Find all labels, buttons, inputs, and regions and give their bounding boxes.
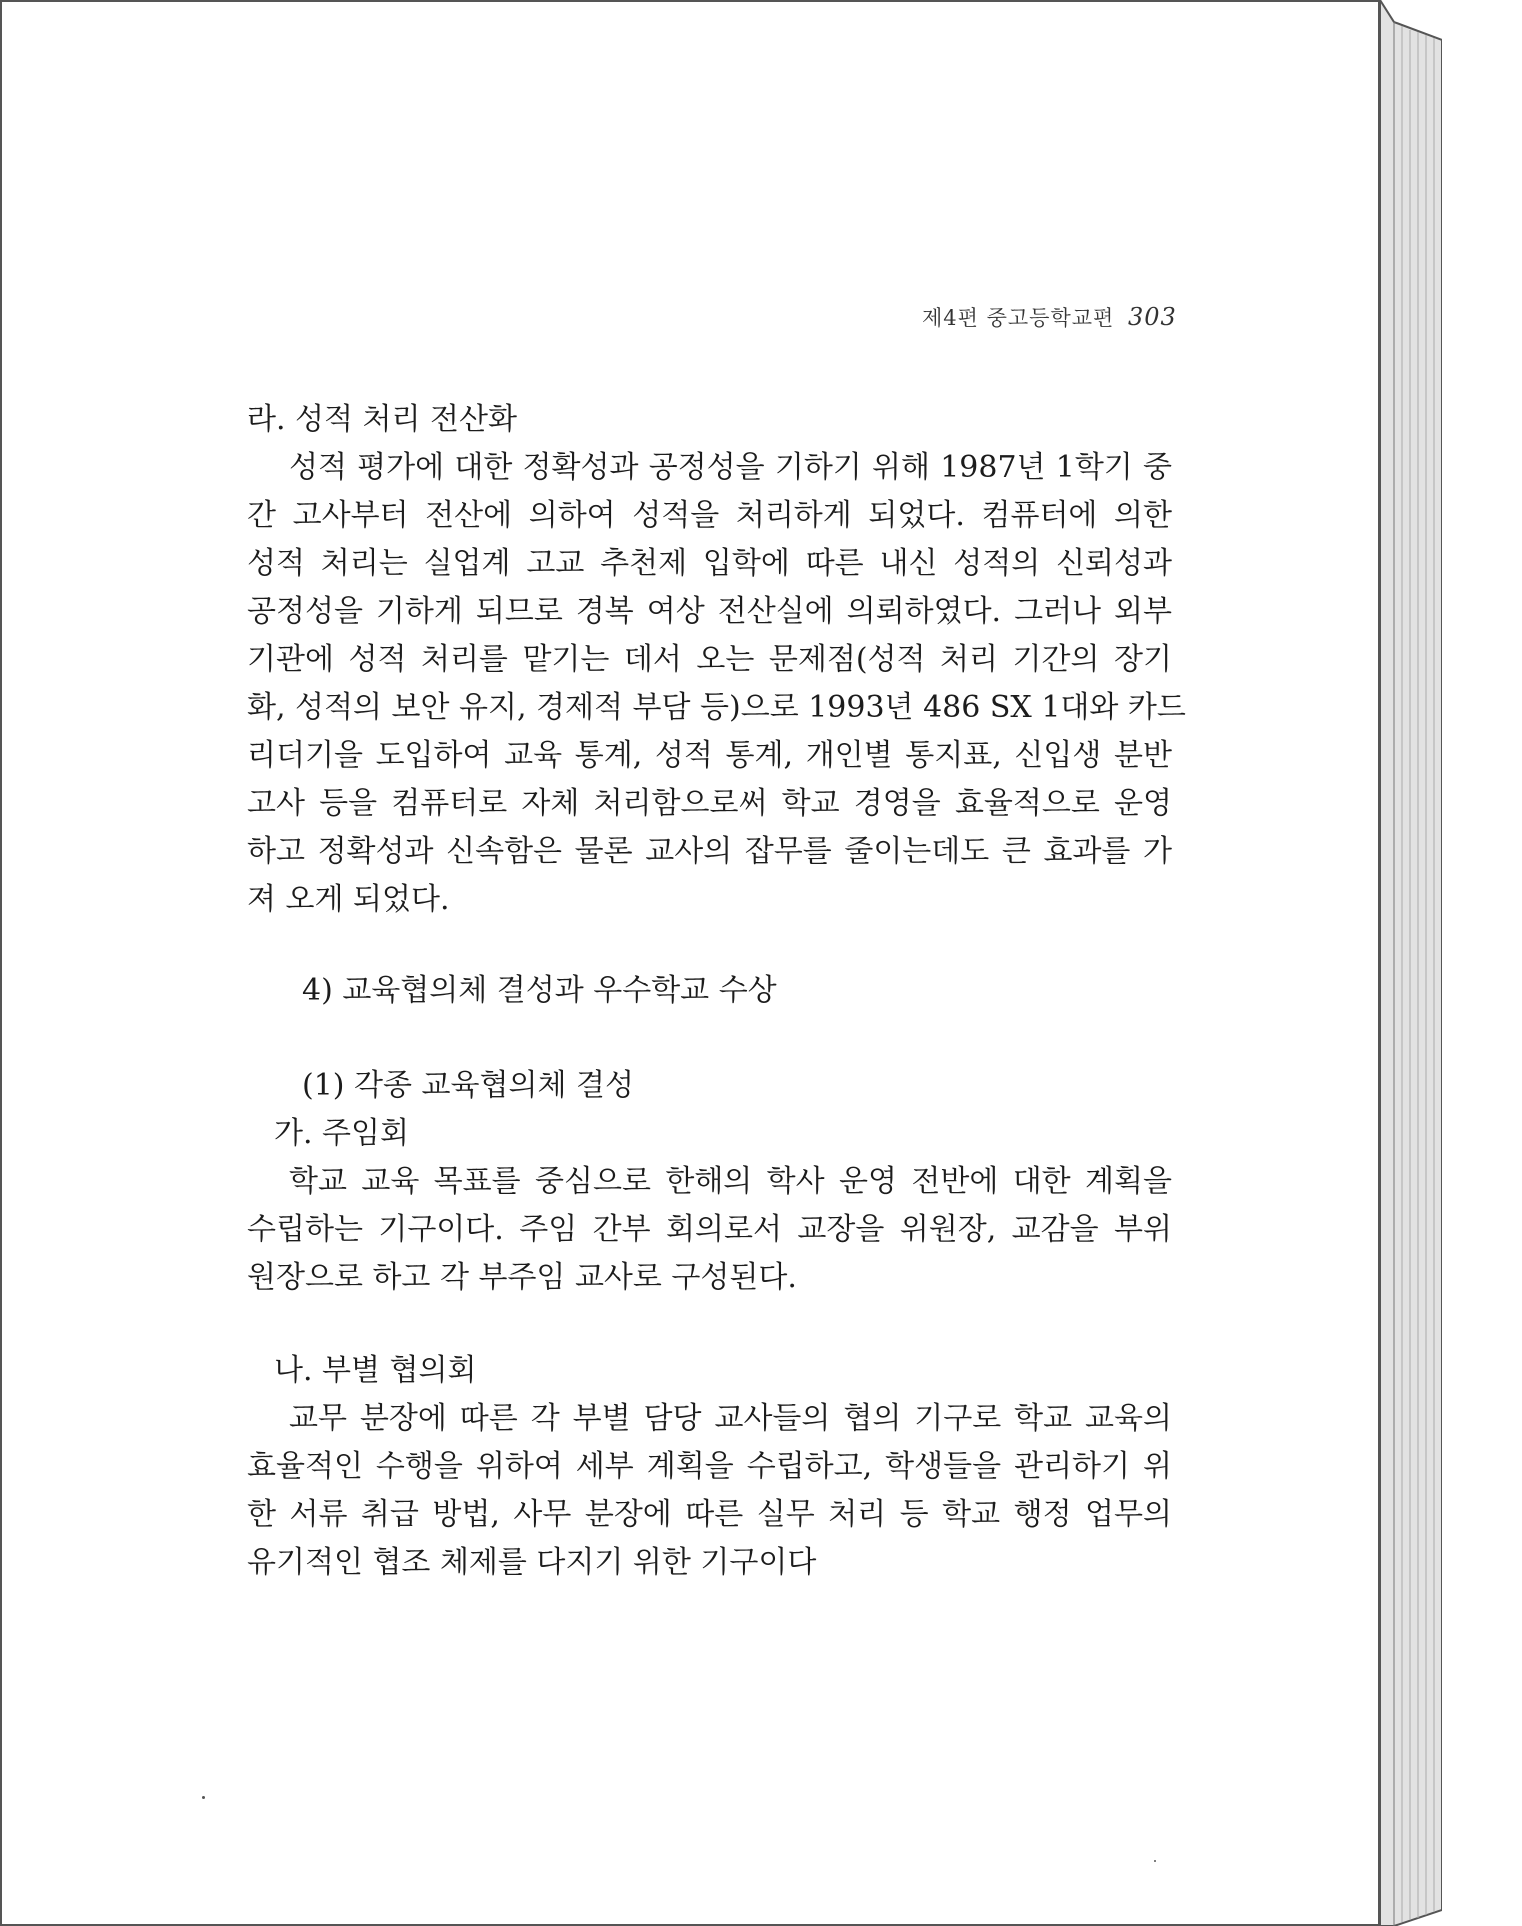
paragraph-line: 유기적인 협조 체제를 다지기 위한 기구이다 bbox=[247, 1545, 817, 1580]
scan-speck bbox=[1154, 1860, 1156, 1862]
section-4-1-title: (1) 각종 교육협의체 결성 bbox=[302, 1068, 634, 1103]
paragraph-line: 성적 평가에 대한 정확성과 공정성을 기하기 위해 1987년 1학기 중 bbox=[289, 450, 1172, 485]
section-na-title: 나. 부별 협의회 bbox=[274, 1353, 477, 1388]
paragraph-line: 기관에 성적 처리를 맡기는 데서 오는 문제점(성적 처리 기간의 장기 bbox=[247, 642, 1172, 677]
page-stack-edge bbox=[1380, 0, 1442, 1926]
paragraph-line: 리더기을 도입하여 교육 통계, 성적 통계, 개인별 통지표, 신입생 분반 bbox=[247, 738, 1172, 773]
paragraph-line: 공정성을 기하게 되므로 경복 여상 전산실에 의뢰하였다. 그러나 외부 bbox=[247, 594, 1172, 629]
paragraph-line: 고사 등을 컴퓨터로 자체 처리함으로써 학교 경영을 효율적으로 운영 bbox=[247, 786, 1172, 821]
paragraph-line: 성적 처리는 실업계 고교 추천제 입학에 따른 내신 성적의 신뢰성과 bbox=[247, 546, 1172, 581]
paragraph-line: 교무 분장에 따른 각 부별 담당 교사들의 협의 기구로 학교 교육의 bbox=[289, 1401, 1172, 1436]
paragraph-line: 학교 교육 목표를 중심으로 한해의 학사 운영 전반에 대한 계획을 bbox=[289, 1164, 1172, 1199]
paragraph-line: 한 서류 취급 방법, 사무 분장에 따른 실무 처리 등 학교 행정 업무의 bbox=[247, 1497, 1172, 1532]
section-4-title: 4) 교육협의체 결성과 우수학교 수상 bbox=[302, 973, 777, 1008]
running-header-label: 제4편 중고등학교편 bbox=[922, 306, 1115, 330]
paragraph-line: 수립하는 기구이다. 주임 간부 회의로서 교장을 위원장, 교감을 부위 bbox=[247, 1212, 1172, 1247]
section-ra-title: 라. 성적 처리 전산화 bbox=[247, 402, 517, 437]
paragraph-line: 화, 성적의 보안 유지, 경제적 부담 등)으로 1993년 486 SX 1대와 카드 bbox=[247, 690, 1186, 725]
running-header bbox=[922, 302, 1177, 332]
paragraph-line: 간 고사부터 전산에 의하여 성적을 처리하게 되었다. 컴퓨터에 의한 bbox=[247, 498, 1172, 533]
section-ga-title: 가. 주임회 bbox=[274, 1116, 409, 1151]
paragraph-line: 져 오게 되었다. bbox=[247, 882, 450, 917]
paragraph-line: 원장으로 하고 각 부주임 교사로 구성된다. bbox=[247, 1260, 797, 1295]
page-number: 303 bbox=[1128, 303, 1177, 331]
paragraph-line: 효율적인 수행을 위하여 세부 계획을 수립하고, 학생들을 관리하기 위 bbox=[247, 1449, 1172, 1484]
paragraph-line: 하고 정확성과 신속함은 물론 교사의 잡무를 줄이는데도 큰 효과를 가 bbox=[247, 834, 1172, 869]
scan-speck bbox=[202, 1796, 205, 1799]
